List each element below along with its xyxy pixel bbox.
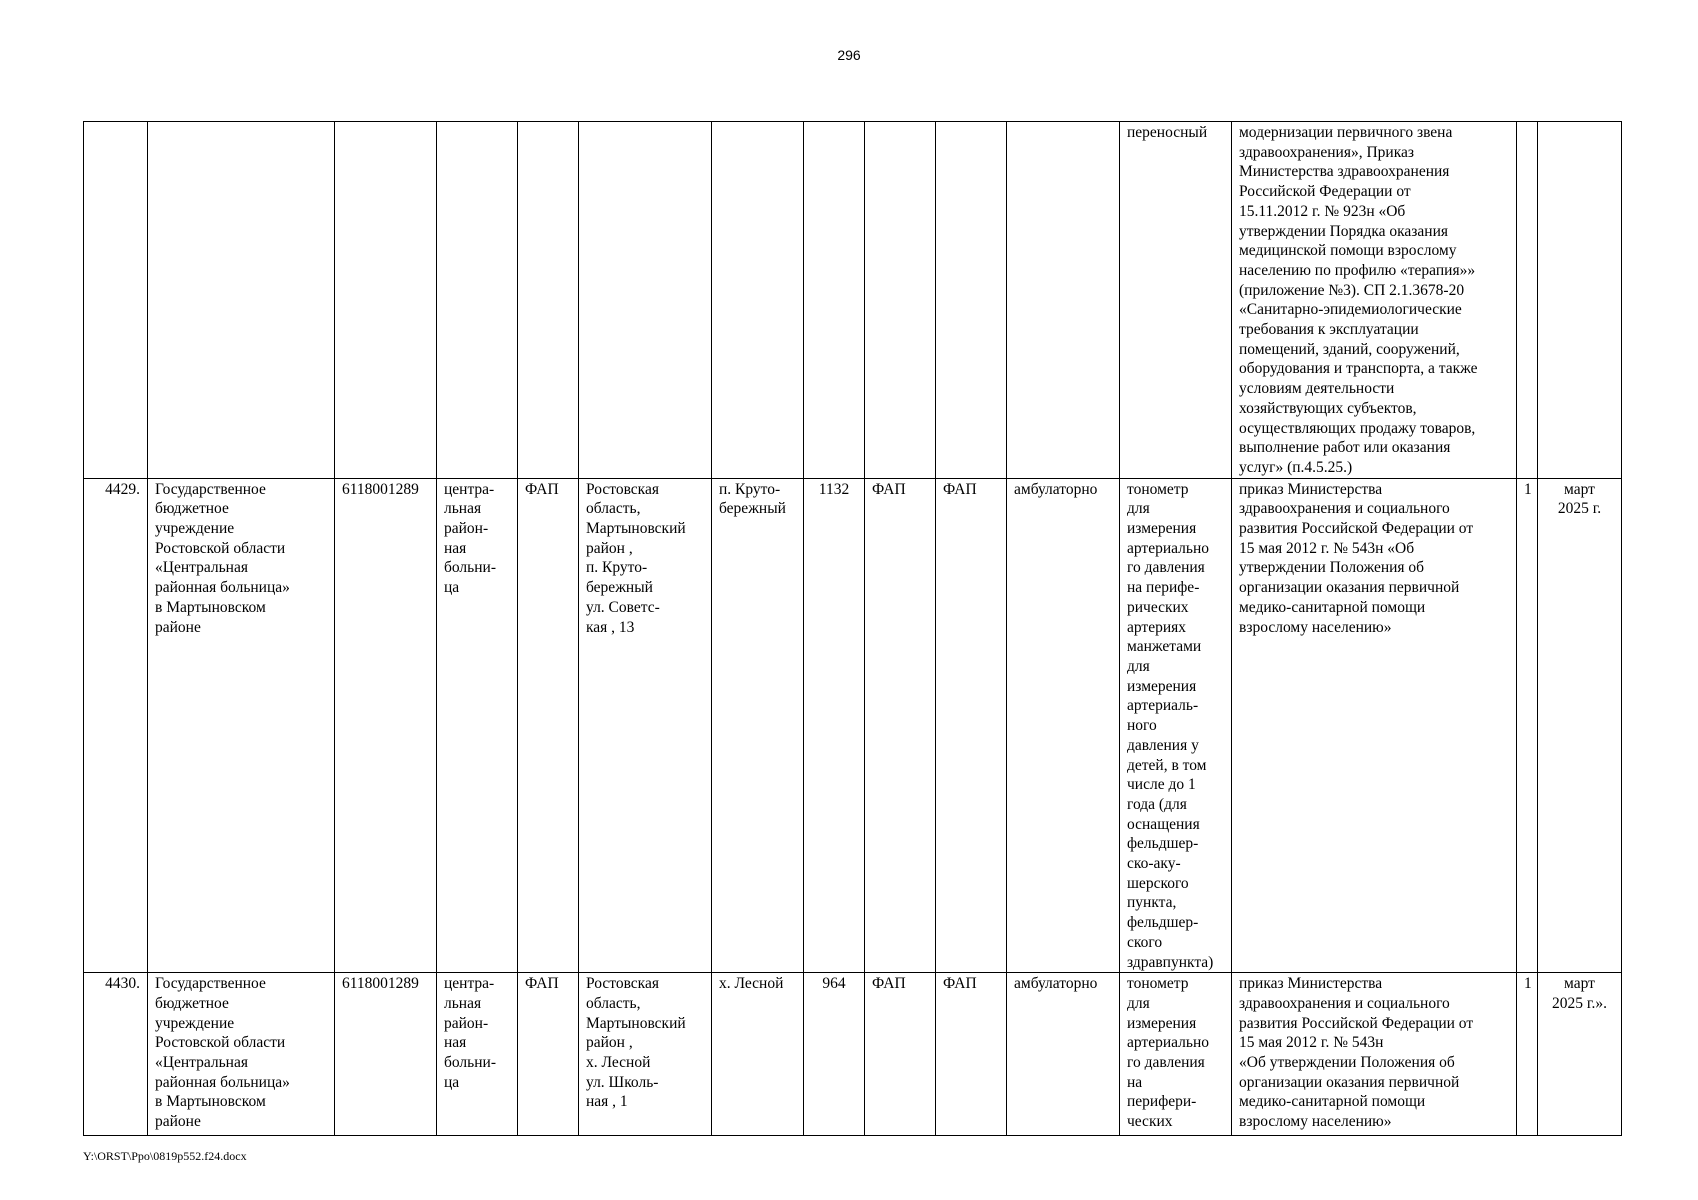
quantity: 1 <box>1517 478 1538 973</box>
settlement <box>712 122 804 479</box>
legal-basis: приказ Министерства здравоохранения и социального развития Российской Федерации от 15 мая 2012 г. № 543н «Об утверждении Положения об организации оказания первичной медико-санитарной помощи взрослому населению» <box>1232 973 1517 1136</box>
equipment: тонометр для измерения артериально го давления на перифери- ческих <box>1120 973 1232 1136</box>
organization-type: центра- льная район- ная больни- ца <box>437 478 518 973</box>
unit-type <box>518 122 579 479</box>
care-form: амбулаторно <box>1007 973 1120 1136</box>
document-table <box>83 121 1622 1136</box>
row-number <box>84 122 148 479</box>
address: Ростовская область, Мартыновский район , п. Круто- бережный ул. Советс- кая , 13 <box>579 478 712 973</box>
organization-name: Государственное бюджетное учреждение Ростовской области «Центральная районная больница» в Мартыновском районе <box>148 478 335 973</box>
facility-type: ФАП <box>865 478 936 973</box>
unit-type: ФАП <box>518 478 579 973</box>
quantity: 1 <box>1517 973 1538 1136</box>
table-row <box>84 478 1622 973</box>
population <box>804 122 865 479</box>
settlement: х. Лесной <box>712 973 804 1136</box>
organization-name: Государственное бюджетное учреждение Ростовской области «Центральная районная больница» в Мартыновском районе <box>148 973 335 1136</box>
equipment: тонометр для измерения артериально го давления на перифе- рических артериях манжетами для измерения артериаль- ного давления у детей, в том числе до 1 года (для оснащения фельдшер- ско-аку- шерского пункта, фельдшер- ского здравпункта) <box>1120 478 1232 973</box>
page-number: 296 <box>837 47 861 63</box>
file-path-footer: Y:\ORST\Ppo\0819p552.f24.docx <box>83 1149 247 1163</box>
facility-type <box>865 122 936 479</box>
facility-subtype: ФАП <box>936 478 1007 973</box>
address: Ростовская область, Мартыновский район , х. Лесной ул. Школь- ная , 1 <box>579 973 712 1136</box>
population: 964 <box>804 973 865 1136</box>
term: март 2025 г. <box>1538 478 1622 973</box>
legal-basis: модернизации первичного звена здравоохранения», Приказ Министерства здравоохранения Российской Федерации от 15.11.2012 г. № 923н «Об утверждении Порядка оказания медицинской помощи взрослому населению по профилю «терапия»» (приложение №3). СП 2.1.3678-20 «Санитарно-эпидемиологические требования к эксплуатации помещений, зданий, сооружений, оборудования и транспорта, а также условиям деятельности хозяйствующих субъектов, осуществляющих продажу товаров, выполнение работ или оказания услуг» (п.4.5.25.) <box>1232 122 1517 479</box>
care-form <box>1007 122 1120 479</box>
organization-name <box>148 122 335 479</box>
facility-type: ФАП <box>865 973 936 1136</box>
inn: 6118001289 <box>335 478 437 973</box>
inn: 6118001289 <box>335 973 437 1136</box>
table-row <box>84 973 1622 1136</box>
equipment: переносный <box>1120 122 1232 479</box>
unit-type: ФАП <box>518 973 579 1136</box>
term <box>1538 122 1622 479</box>
legal-basis: приказ Министерства здравоохранения и социального развития Российской Федерации от 15 мая 2012 г. № 543н «Об утверждении Положения об организации оказания первичной медико-санитарной помощи взрослому населению» <box>1232 478 1517 973</box>
settlement: п. Круто- бережный <box>712 478 804 973</box>
organization-type: центра- льная район- ная больни- ца <box>437 973 518 1136</box>
address <box>579 122 712 479</box>
table-row <box>84 122 1622 479</box>
quantity <box>1517 122 1538 479</box>
organization-type <box>437 122 518 479</box>
facility-subtype: ФАП <box>936 973 1007 1136</box>
row-number: 4429. <box>84 478 148 973</box>
care-form: амбулаторно <box>1007 478 1120 973</box>
inn <box>335 122 437 479</box>
facility-subtype <box>936 122 1007 479</box>
population: 1132 <box>804 478 865 973</box>
row-number: 4430. <box>84 973 148 1136</box>
term: март 2025 г.». <box>1538 973 1622 1136</box>
